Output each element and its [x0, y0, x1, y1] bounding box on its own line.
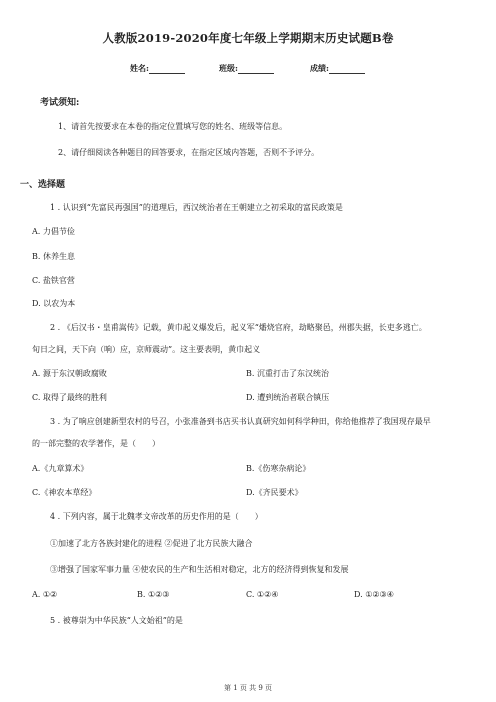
- q4-option-c[interactable]: C. ①②④: [246, 590, 279, 599]
- q2-option-c[interactable]: C. 取得了最终的胜利: [32, 393, 107, 402]
- q2-option-a[interactable]: A. 源于东汉朝政腐败: [32, 369, 107, 378]
- question-4-stem: 4 . 下列内容，属于北魏孝文帝改革的历史作用的是（ ）: [50, 512, 263, 521]
- class-label: 班级:: [219, 63, 238, 73]
- q1-option-a[interactable]: A. 力倡节俭: [32, 227, 75, 236]
- name-field: [130, 63, 185, 74]
- q1-option-d[interactable]: D. 以农为本: [32, 299, 76, 308]
- question-2-stem: 2 . 《后汉书・皇甫嵩传》记载，黄巾起义爆发后，起义军“燔烧官府，劫略聚邑，州郡失据，长吏多逃亡。: [50, 323, 427, 332]
- q1-option-c[interactable]: C. 盐铁官营: [32, 276, 75, 285]
- name-blank: [149, 64, 185, 74]
- q2-option-d[interactable]: D. 遭到统治者联合镇压: [246, 393, 330, 402]
- q4-option-d[interactable]: D. ①②③④: [354, 590, 394, 599]
- notice-item: 2、请仔细阅读各种题目的回答要求，在指定区域内答题，否则不予评分。: [58, 148, 320, 157]
- question-5-stem: 5 . 被尊崇为中华民族“人文始祖”的是: [50, 616, 183, 625]
- q1-option-b[interactable]: B. 休养生息: [32, 252, 75, 261]
- score-field: [310, 63, 365, 74]
- question-3-stem: 3 . 为了响应创建新型农村的号召，小张准备到书店买书认真研究如何科学种田，你给他推荐了我国现存最早: [50, 417, 431, 426]
- question-1-stem: 1 . 认识到“先富民再强国”的道理后，西汉统治者在王朝建立之初采取的富民政策是: [50, 203, 343, 212]
- q4-option-b[interactable]: B. ①②③: [137, 590, 170, 599]
- document-title: 人教版2019-2020年度七年级上学期期末历史试题B卷: [102, 31, 394, 45]
- score-blank: [329, 64, 365, 74]
- question-2-stem-cont: 旬日之间，天下向（响）应，京师震动”。这主要表明，黄巾起义: [32, 345, 261, 354]
- section-title: 一、选择题: [20, 180, 66, 190]
- class-field: [219, 63, 274, 74]
- q3-option-c[interactable]: C.《神农本草经》: [32, 488, 97, 497]
- name-label: 姓名:: [130, 63, 149, 73]
- question-3-stem-cont: 的一部完整的农学著作，是（ ）: [32, 439, 160, 448]
- notice-heading: 考试须知:: [40, 98, 80, 108]
- q2-option-b[interactable]: B. 沉重打击了东汉统治: [246, 369, 329, 378]
- q3-option-d[interactable]: D.《齐民要术》: [246, 488, 303, 497]
- class-blank: [238, 64, 274, 74]
- score-label: 成绩:: [310, 63, 329, 73]
- page-footer: 第 1 页 共 9 页: [223, 684, 273, 692]
- q3-option-b[interactable]: B.《伤寒杂病论》: [246, 464, 311, 473]
- question-4-statement: ③增强了国家军事力量 ④使农民的生产和生活相对稳定，北方的经济得到恢复和发展: [50, 565, 349, 574]
- question-4-statement: ①加速了北方各族封建化的进程 ②促进了北方民族大融合: [50, 539, 253, 548]
- notice-item: 1、请首先按要求在本卷的指定位置填写您的姓名、班级等信息。: [58, 122, 288, 131]
- q4-option-a[interactable]: A. ①②: [32, 590, 58, 599]
- q3-option-a[interactable]: A.《九章算术》: [32, 464, 89, 473]
